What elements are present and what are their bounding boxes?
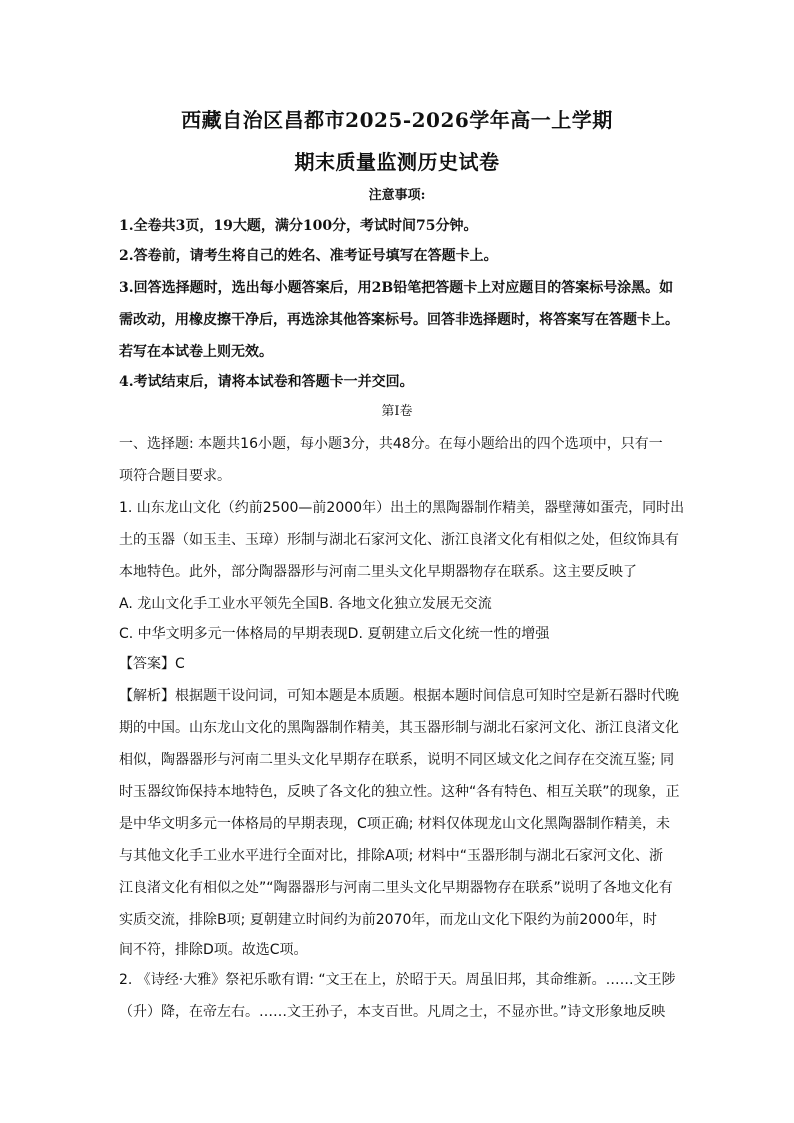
notice-item: 1.全卷共3页，19大题，满分100分，考试时间75分钟。 — [119, 218, 478, 234]
section-title: 第Ⅰ卷 — [381, 404, 413, 419]
question1-stem: 土的玉器（如玉圭、玉璋）形制与湖北石家河文化、浙江良渚文化有相似之处，但纹饰具有 — [119, 532, 679, 548]
question1-analysis: 相似，陶器器形与河南二里头文化早期存在联系，说明不同区域文化之间存在交流互鉴; 同 — [119, 752, 675, 768]
notice-item: 2.答卷前，请考生将自己的姓名、准考证号填写在答题卡上。 — [119, 248, 498, 264]
notice-item: 需改动，用橡皮擦干净后，再选涂其他答案标号。回答非选择题时，将答案写在答题卡上。 — [119, 312, 679, 328]
question1-analysis: 期的中国。山东龙山文化的黑陶器制作精美，其玉器形制与湖北石家河文化、浙江良渚文化 — [119, 720, 679, 736]
question1-options: A. 龙山文化手工业水平领先全国B. 各地文化独立发展无交流 — [119, 596, 492, 612]
question2-stem: （升）降，在帝左右。……文王孙子，本支百世。凡周之士，不显亦世。”诗文形象地反映 — [119, 1004, 666, 1020]
question1-analysis: 【解析】根据题干设问词，可知本题是本质题。根据本题时间信息可知时空是新石器时代晚 — [119, 688, 679, 704]
question1-analysis: 江良渚文化有相似之处”“陶器器形与河南二里头文化早期器物存在联系”说明了各地文化有 — [119, 880, 673, 896]
question1-answer: 【答案】C — [119, 656, 185, 672]
notice-item: 4.考试结束后，请将本试卷和答题卡一并交回。 — [119, 374, 414, 390]
question1-analysis: 是中华文明多元一体格局的早期表现，C项正确; 材料仅体现龙山文化黑陶器制作精美，未 — [119, 816, 670, 832]
exam-title-line2: 期末质量监测历史试卷 — [294, 150, 500, 174]
question1-analysis: 与其他文化手工业水平进行全面对比，排除A项; 材料中“玉器形制与湖北石家河文化、浙 — [119, 848, 663, 864]
section-intro: 项符合题目要求。 — [119, 468, 231, 484]
question1-analysis: 时玉器纹饰保持本地特色，反映了各文化的独立性。这种“各有特色、相互关联”的现象，正 — [119, 784, 680, 800]
question1-stem: 1. 山东龙山文化（约前2500—前2000年）出土的黑陶器制作精美，器壁薄如蛋壳，同时出 — [119, 500, 685, 516]
section-intro: 一、选择题: 本题共16小题，每小题3分，共48分。在每小题给出的四个选项中，只有一 — [119, 436, 663, 452]
question1-analysis: 实质交流，排除B项; 夏朝建立时间约为前2070年，而龙山文化下限约为前2000年，时 — [119, 912, 658, 928]
question2-stem: 2. 《诗经·大雅》祭祀乐歌有谓: “文王在上，於昭于天。周虽旧邦，其命维新。……文王陟 — [119, 972, 676, 988]
question1-analysis: 间不符，排除D项。故选C项。 — [119, 942, 308, 958]
question1-stem: 本地特色。此外，部分陶器器形与河南二里头文化早期器物存在联系。这主要反映了 — [119, 564, 637, 580]
notice-heading: 注意事项: — [368, 188, 426, 203]
notice-item: 3.回答选择题时，选出每小题答案后，用2B铅笔把答题卡上对应题目的答案标号涂黑。如 — [119, 280, 674, 296]
question1-options: C. 中华文明多元一体格局的早期表现D. 夏朝建立后文化统一性的增强 — [119, 626, 550, 642]
exam-title-line1: 西藏自治区昌都市2025-2026学年高一上学期 — [181, 108, 613, 132]
notice-item: 若写在本试卷上则无效。 — [119, 344, 273, 360]
